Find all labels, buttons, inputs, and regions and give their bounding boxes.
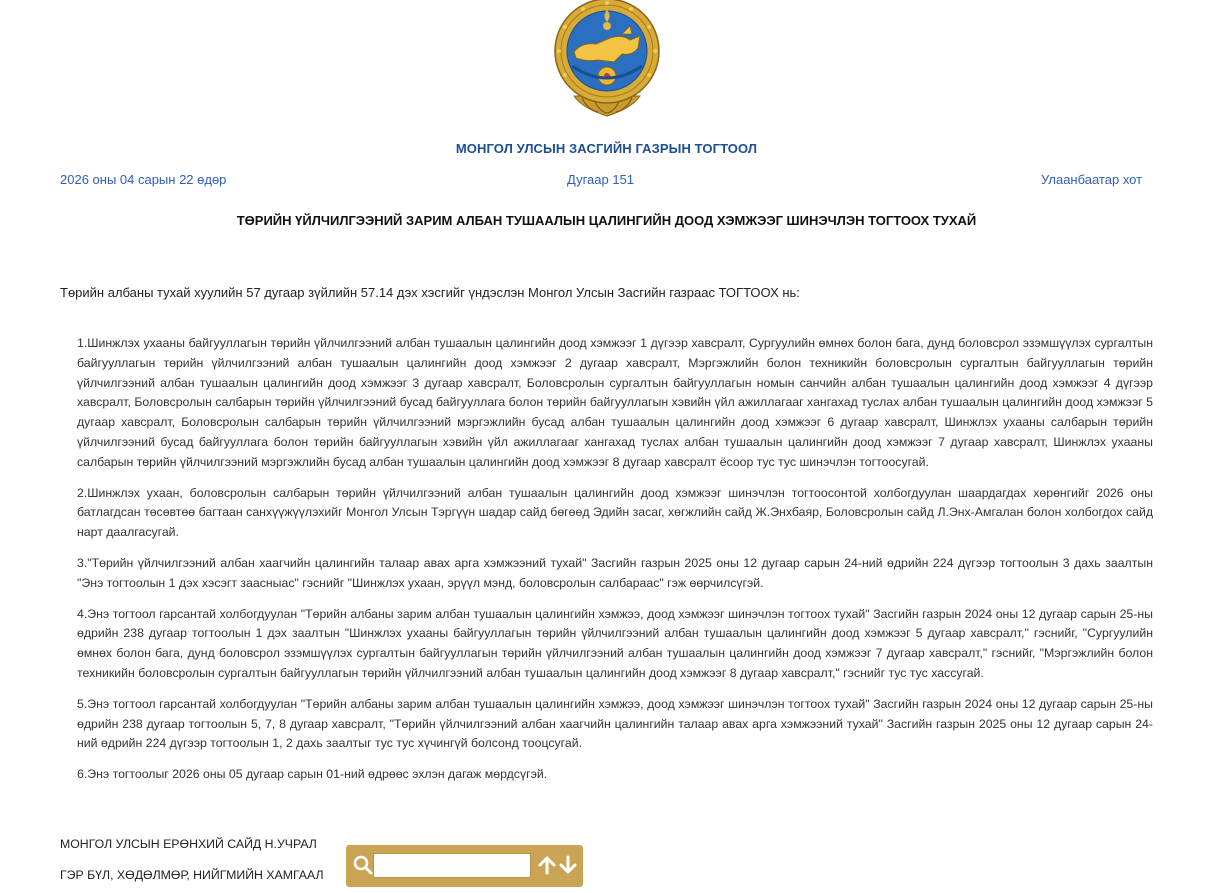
document-city: Улаанбаатар хот	[1041, 172, 1143, 187]
document-type: МОНГОЛ УЛСЫН ЗАСГИЙН ГАЗРЫН ТОГТООЛ	[455, 141, 758, 156]
paragraph-2: 2.Шинжлэх ухаан, боловсролын салбарын төрийн үйлчилгээний албан тушаалын цалингийн доод хэмжээг шинэчлэн тогтоосонтой холбогдуулан шаардагдах хөрөнгийг 2026 оны батлагдсан төсөвтөө багтаан санхүүжүүлэхийг Монгол Улсын Тэргүүн шадар сайд бөгөөд Эдийн засаг, хөгжлийн сайд Ж.Энхбаяр, Боловсролын сайд Л.Энх-Амгалан болон холбогдох сайд нарт даалгасугай.	[77, 485, 1153, 540]
paragraph-5: 5.Энэ тогтоол гарсантай холбогдуулан "Төрийн албаны зарим албан тушаалын цалингийн хэмжээ, доод хэмжээг шинэчлэн тогтоох тухай" Засгийн газрын 2024 оны 12 дугаар сарын 25-ны өдрийн 238 дугаар тогтоолын 5, 7, 8 дугаар хавсралт, "Төрийн үйлчилгээний албан хаагчийн цалингийн талаар авах арга хэмжээний тухай" Засгийн газрын 2025 оны 12 дугаар сарын 24-ний өдрийн 224 дүгээр тогтоолын 1, 2 дахь заалтыг тус тус хүчингүй болсонд тооцсугай.	[77, 696, 1153, 751]
signature-prime-minister: МОНГОЛ УЛСЫН ЕРӨНХИЙ САЙД Н.УЧРАЛ	[60, 837, 317, 851]
arrow-up-icon[interactable]	[537, 854, 557, 876]
find-in-page-toolbar	[346, 845, 583, 887]
search-icon[interactable]	[352, 854, 374, 876]
document-title: ТӨРИЙН ҮЙЛЧИЛГЭЭНИЙ ЗАРИМ АЛБАН ТУШААЛЫН ЦАЛИНГИЙН ДООД ХЭМЖЭЭГ ШИНЭЧЛЭН ТОГТООХ ТУХАЙ	[236, 213, 977, 228]
paragraph-1: 1.Шинжлэх ухааны байгууллагын төрийн үйлчилгээний албан тушаалын цалингийн доод хэмжээг 1 дүгээр хавсралт, Сургуулийн өмнөх болон бага, дунд боловсрол эзэмшүүлэх сургалтын байгууллагын төрийн үйлчилгээний албан тушаалын цалингийн доод хэмжээг 2 дугаар хавсралт, Мэргэжлийн болон техникийн боловсролын сургалтын байгууллагын төрийн үйлчилгээний албан тушаалын цалингийн доод хэмжээг 3 дугаар хавсралт, Боловсролын сургалтын байгууллагын номын санчийн албан тушаалын цалингийн доод хэмжээг 4 дүгээр хавсралт, Боловсролын салбарын төрийн үйлчилгээний бусад байгууллага болон төрийн байгууллагын хэвийн үйл ажиллагааг хангахад туслах албан тушаалын цалингийн доод хэмжээг 5 дугаар хавсралт, Боловсролын салбарын төрийн үйлчилгээний мэргэжлийн бусад албан тушаалын цалингийн доод хэмжээг 6 дугаар хавсралт, Шинжлэх ухааны салбарын төрийн үйлчилгээний бусад байгууллага болон төрийн байгууллагын хэвийн үйл ажиллагааг хангахад туслах албан тушаалын цалингийн доод хэмжээг 7 дугаар хавсралт, Шинжлэх ухааны салбарын төрийн үйлчилгээний мэргэжлийн бусад албан тушаалын цалингийн доод хэмжээг 8 дугаар хавсралт ёсоор тус тус шинэчлэн тогтоосугай.	[77, 336, 1153, 469]
paragraph-4: 4.Энэ тогтоол гарсантай холбогдуулан "Төрийн албаны зарим албан тушаалын цалингийн хэмжээ, доод хэмжээг шинэчлэн тогтоох тухай" Засгийн газрын 2024 оны 12 дугаар сарын 25-ны өдрийн 238 дугаар тогтоолын 1 дэх заалтын "Шинжлэх ухааны байгууллагын төрийн үйлчилгээний албан тушаалын цалингийн доод хэмжээг 5 дугаар хавсралт," гэснийг, "Сургуулийн өмнөх болон бага, дунд боловсрол эзэмшүүлэх сургалтын байгууллагын төрийн үйлчилгээний албан тушаалын цалингийн доод хэмжээг 7 дугаар хавсралт," гэснийг, "Мэргэжлийн болон техникийн боловсролын сургалтын байгууллагын төрийн үйлчилгээний албан тушаалын цалингийн доод хэмжээг 8 дугаар хавсралт," гэснийг тус тус хассугай.	[77, 606, 1153, 680]
signature-minister: ГЭР БҮЛ, ХӨДӨЛМӨР, НИЙГМИЙН ХАМГААЛ	[60, 868, 324, 882]
document-date: 2026 оны 04 сарын 22 өдөр	[60, 172, 227, 187]
intro-text: Төрийн албаны тухай хуулийн 57 дугаар зүйлийн 57.14 дэх хэсгийг үндэслэн Монгол Улсын Засгийн газраас ТОГТООХ нь:	[60, 285, 800, 300]
paragraph-3: 3."Төрийн үйлчилгээний албан хаагчийн цалингийн талаар авах арга хэмжээний тухай" Засгийн газрын 2025 оны 12 дугаар сарын 24-ний өдрийн 224 дүгээр тогтоолын 3 дахь заалтын "Энэ тогтоолын 1 дэх хэсэгт заасныас" гэснийг "Шинжлэх ухаан, эрүүл мэнд, боловсролын салбараас" гэж өөрчилсүгэй.	[77, 555, 1153, 590]
state-emblem-icon	[552, 0, 662, 118]
paragraph-6: 6.Энэ тогтоолыг 2026 оны 05 дугаар сарын 01-ний өдрөөс эхлэн дагаж мөрдсүгэй.	[77, 767, 548, 782]
arrow-down-icon[interactable]	[558, 854, 578, 876]
document-number: Дугаар 151	[567, 172, 635, 187]
state-emblem	[552, 0, 662, 118]
find-input[interactable]	[373, 853, 531, 878]
document-body	[77, 334, 1153, 796]
